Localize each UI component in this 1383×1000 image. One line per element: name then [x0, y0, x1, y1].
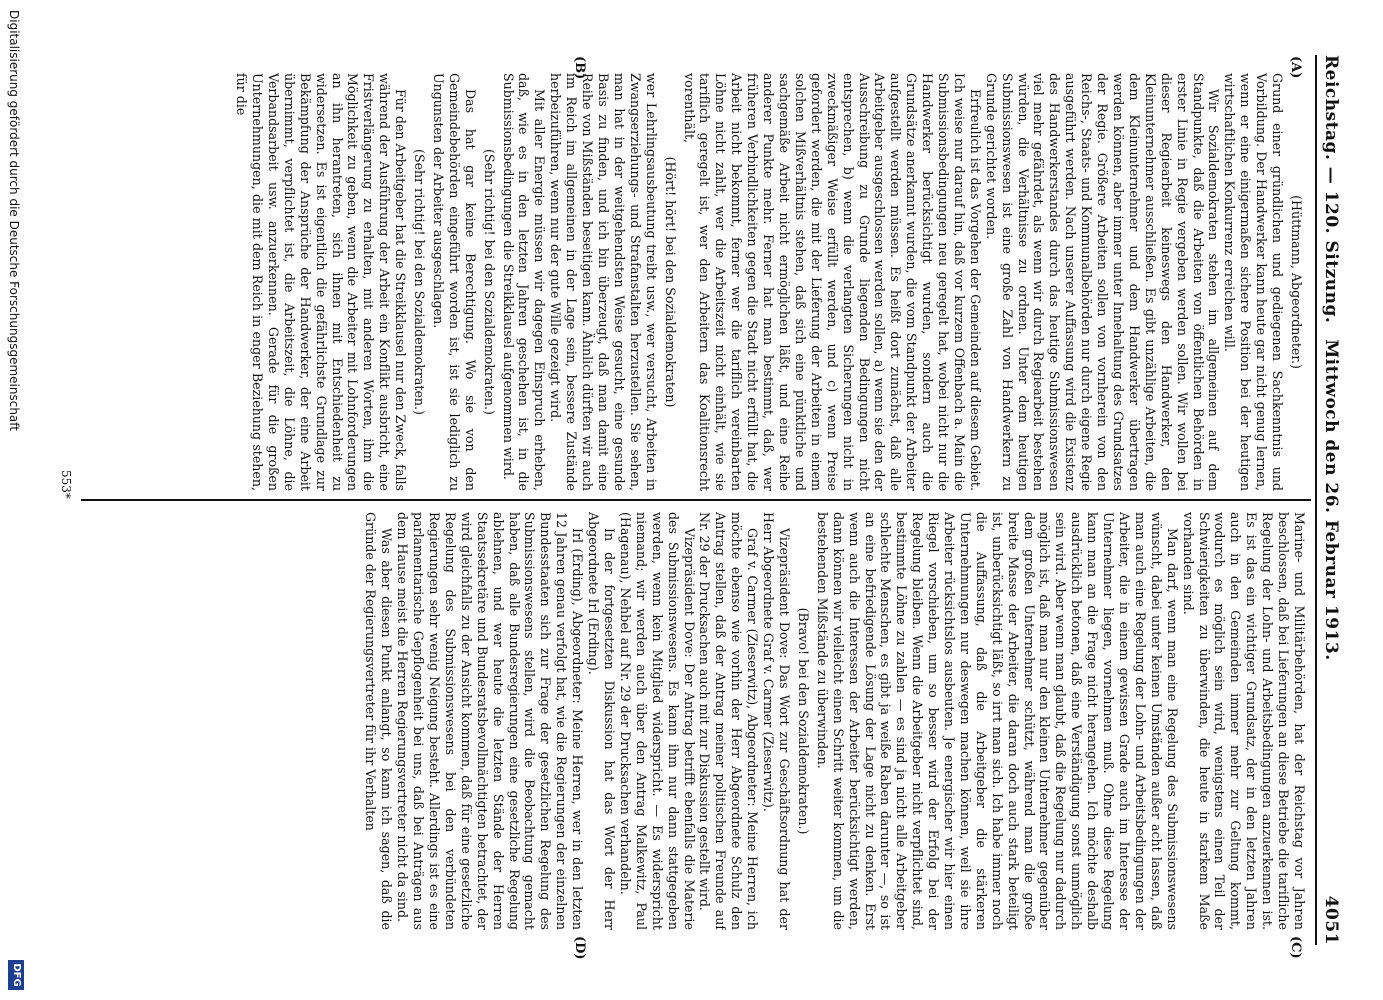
paragraph: Graf v. Carmer (Zieserwitz), Abgeordneter: Meine Herren, ich möchte ebenso wie vorhin der Herr Abgeordnete Schulz den Antrag stellen, daß der Antrag meiner politischen Freunde auf Nr. 29 der Drucksachen auch mit zur Diskussion gestellt wird.	[697, 512, 761, 930]
paragraph: Grund einer gründlichen und gediegenen Sachkenntnis und Vorbildung. Der Handwerker kann heute gar nicht genug lernen, wenn er eine einigermaßen sichere Position bei der heutigen wirtschaftlichen Konkurrenz erreichen will.	[1222, 73, 1286, 491]
paragraph: Irl (Erding), Abgeordneter: Meine Herren, wer in den letzten 12 Jahren genau verfolgt hat, wie die Regierungen der einzelnen Bundesstaaten sich zur Frage der gesetzlichen Regelung des Submissionswesens stellen, wird die Beobachtung gemacht haben, daß alle Bundesregierungen eine gesetzliche Regelung ablehnen, und wer heute die letzten Stände der Herren Staatssekretäre und Bundesratsbevollmächtigten betrachtet, der wird gleichfalls zu der Ansicht kommen, daß für eine gesetzliche Regelung des Submissionswesens bei den verbündeten Regierungen sehr wenig Neigung besteht. Allerdings ist es eine parlamentarische Gepflogenheit bei uns, daß bei Anträgen aus dem Hause meist die Herren Regierungsvertreter nicht da sind.	[395, 512, 586, 930]
paragraph: wer Lehrlingsausbeutung treibt usw., wer versucht, Arbeiten in Zwangserziehungs- und Strafanstalten herzustellen. Sie sehen, man hat in der weitgehendsten Weise gesucht, eine gesunde Basis zu finden, und ich bin überzeugt, daß man damit eine Reihe von Mißständen beseitigen kann. Ähnlich dürften wir auch im Reich im allgemeinen in der Lage sein, bessere Zustände herbeizuführen, wenn nur der gute Wille gezeigt wird.	[548, 73, 659, 491]
margin-marker-c: (C)	[1288, 936, 1303, 959]
column-divider	[81, 499, 1311, 501]
header-date: Mittwoch den 26. Februar 1913.	[1321, 339, 1341, 661]
left-column	[77, 73, 1307, 491]
paragraph: Vizepräsident Dove: Das Wort zur Geschäftsordnung hat der Herr Abgeordnete Graf v. Carmer (Zieserwitz).	[761, 512, 792, 930]
interjection: (Bravo! bei den Sozialdemokraten.)	[795, 607, 811, 835]
paragraph: Vizepräsident Dove: Der Antrag betrifft ebenfalls die Materie des Submissionswesens. Es kann ihm nur dann stattgegeben werden, wenn kein Mitglied widerspricht. — Es widerspricht niemand; wir werden auch über den Antrag Malkewitz, Paul (Hagenau), Nehbel auf Nr. 29 der Drucksachen verhandeln.	[617, 512, 697, 930]
paragraph: Wir Sozialdemokraten stehen im allgemeinen auf dem Standpunkte, daß die Arbeiten von öffentlichen Behörden in erster Linie in Regie vergeben werden sollen. Wir wollen bei dieser Regiearbeit keineswegs den Handwerker, den Kleinunternehmer ausschließen. Es gibt unzählige Arbeiten, die dem Kleinunternehmer und dem Handwerker übertragen werden können, aber immer unter Innehaltung des Grundsatzes der Regie. Größere Arbeiten sollen von vornherein von den Reichs-, Staats- und Kommunalbehörden nur durch eigene Regie ausgeführt werden. Nach unserer Auffassung wird die Existenz des Handwerkerstandes durch das heutige Submissionswesen viel mehr gefährdet, als wenn wir durch Regiearbeit bestehen würden, die Verhältnisse zu ordnen. Unter dem heutigen Submissionswesen ist eine große Zahl von Handwerkern zu Grunde gerichtet worden.	[983, 73, 1222, 491]
header-page-number: 4051	[1321, 895, 1341, 945]
credit-text: Digitalisierung gefördert durch die Deutsche Forschungsgemeinschaft	[7, 10, 21, 432]
interjection: (Sehr richtig! bei den Sozialdemokraten.)	[481, 149, 497, 415]
page-header	[1315, 55, 1343, 945]
interjection: (Sehr richtig! bei den Sozialdemokraten.)	[412, 149, 428, 415]
speaker-label: (Hüttmann, Abgeordneter.)	[1289, 195, 1304, 369]
paragraph: Für den Arbeitgeber hat die Streikklausel nur den Zweck, falls während der Ausführung der Arbeit ein Konflikt ausbricht, eine Fristverlängerung zu erhalten, mit anderen Worten, ihm die Möglichkeit zu geben, wenn die Arbeiter mit Lohnforderungen an ihn herantreten, sich ihnen mit Entschiedenheit zu widersetzen. Es ist eigentlich die gefährlichste Grundlage zur Bekämpfung der Ansprüche der Handwerker, der eine Arbeit übernimmt, verpflichtet ist, die Arbeitszeit, die Löhne, die Verbandsarbeit usw. anzuerkennen. Gerade für die großen Unternehmungen, die mit dem Reich in enger Beziehung stehen, für die	[234, 73, 409, 491]
margin-marker-d: (D)	[572, 936, 587, 960]
right-column	[77, 512, 1307, 930]
header-left: Reichstag. — 120. Sitzung.	[1321, 55, 1341, 324]
paragraph: Das hat gar keine Berechtigung. Wo sie von den Gemeindebehörden eingeführt worden ist, ist sie lediglich zu Ungunsten der Arbeiter ausgeschlagen.	[430, 73, 478, 491]
paragraph: In der fortgesetzten Diskussion hat das Wort der Herr Abgeordnete Irl (Erding).	[586, 512, 618, 930]
paragraph: Marine- und Militärbehörden, hat der Reichstag vor Jahren beschlossen, daß bei Lieferungen an diese Betriebe die tarifliche Regelung der Lohn- und Arbeitsbedingungen anzuerkennen ist. Es ist das ein wichtiger Grundsatz, der in den letzten Jahren auch in den Gemeinden immer mehr zur Geltung kommt, wodurch es möglich sein wird, wenigstens einen Teil der Schwierigkeiten zu überwinden, die heute in starkem Maße vorhanden sind.	[1180, 512, 1307, 930]
sheet-number: 553*	[59, 470, 73, 499]
dfg-logo: DFG	[8, 960, 24, 990]
paragraph: Mit aller Energie müssen wir dagegen Einspruch erheben, daß, wie es in den letzten Jahren geschehen ist, in die Submissionsbedingungen die Streikklausel aufgenommen wird.	[500, 73, 548, 491]
paragraph: Man darf, wenn man eine Regelung des Submissionswesens wünscht, dabei unter keinen Umständen außer acht lassen, daß man auch eine Regelung der Lohn- und Arbeitsbedingungen der Arbeiter, die in einem gewissen Grade auch im Interesse der Unternehmer liegen, vornehmen muß. Ohne diese Regelung kann man an die Frage nicht herangehen. Ich möchte deshalb ausdrücklich betonen, daß eine Verständigung sonst unmöglich sein wird. Aber wenn man glaubt, daß die Regelung nur dadurch möglich ist, daß man nur den kleinen Unternehmer gegenüber dem großen Unternehmer schützt, während man die große breite Masse der Arbeiter, die daran doch auch stark beteiligt ist, unberücksichtigt läßt, so irrt man sich. Ich habe immer noch die Auffassung, daß die Arbeitgeber die stärkeren Unternehmungen nur deswegen machen können, weil sie ihre Arbeiter rücksichtslos ausbeuten. Je energischer wir hier einen Riegel vorschieben, um so besser wird der Erfolg bei der Regelung bleiben. Wenn die Arbeitgeber nicht verpflichtet sind, bestimmte Löhne zu zahlen — es sind ja nicht alle Arbeitgeber schlechte Menschen, es gibt ja weiße Raben darunter —, so ist an eine befriedigende Lösung der Lage nicht zu denken. Erst wenn auch die Interessen der Arbeiter berücksichtigt werden, dann können wir vielleicht einen Schritt weiter kommen, um die bestehenden Mißstände zu überwinden.	[814, 512, 1180, 930]
paragraph: Erfreulich ist das Vorgehen der Gemeinden auf diesem Gebiet. Ich weise nur darauf hin, daß vor kurzem Offenbach a. Main die Submissionsbedingungen neu geregelt hat, wobei nicht nur die Handwerker berücksichtigt wurden, sondern auch die Grundsätze anerkannt wurden, die vom Standpunkt der Arbeiter aufgestellt werden müssen. Es heißt dort zunächst, daß alle Arbeitgeber ausgeschlossen werden sollen, a) wenn sie den der Ausschreibung zu Grunde liegenden Bedingungen nicht entsprechen, b) wenn die verlangten Sicherungen nicht in zweckmäßiger Weise erfüllt werden, und c) wenn Preise gefordert werden, die mit der Lieferung der Arbeiten in einem solchen Mißverhältnis stehen, daß sich eine pünktliche und sachgemäße Arbeit nicht ermöglichen läßt, und eine Reihe anderer Punkte mehr. Ferner hat man bestimmt, daß, wer früheren Verbindlichkeiten gegen die Stadt nicht erfüllt hat, die Arbeit nicht bekommt, ferner wer die tariflich vereinbarten Löhne nicht zahlt, wer die Arbeitszeit nicht einhält, wie sie tariflich geregelt ist, wer den Arbeitern das Koalitionsrecht vorenthält,	[681, 73, 983, 491]
margin-marker-a: (A)	[1288, 56, 1303, 79]
interjection: (Hört! hört! bei den Sozialdemokraten)	[662, 156, 678, 408]
digitization-credit	[4, 10, 24, 990]
margin-marker-b: (B)	[572, 56, 587, 80]
paragraph: Was aber diesen Punkt anlangt, so kann ich sagen, daß die Gründe der Regierungsvertreter für ihr Verhalten	[363, 512, 395, 930]
